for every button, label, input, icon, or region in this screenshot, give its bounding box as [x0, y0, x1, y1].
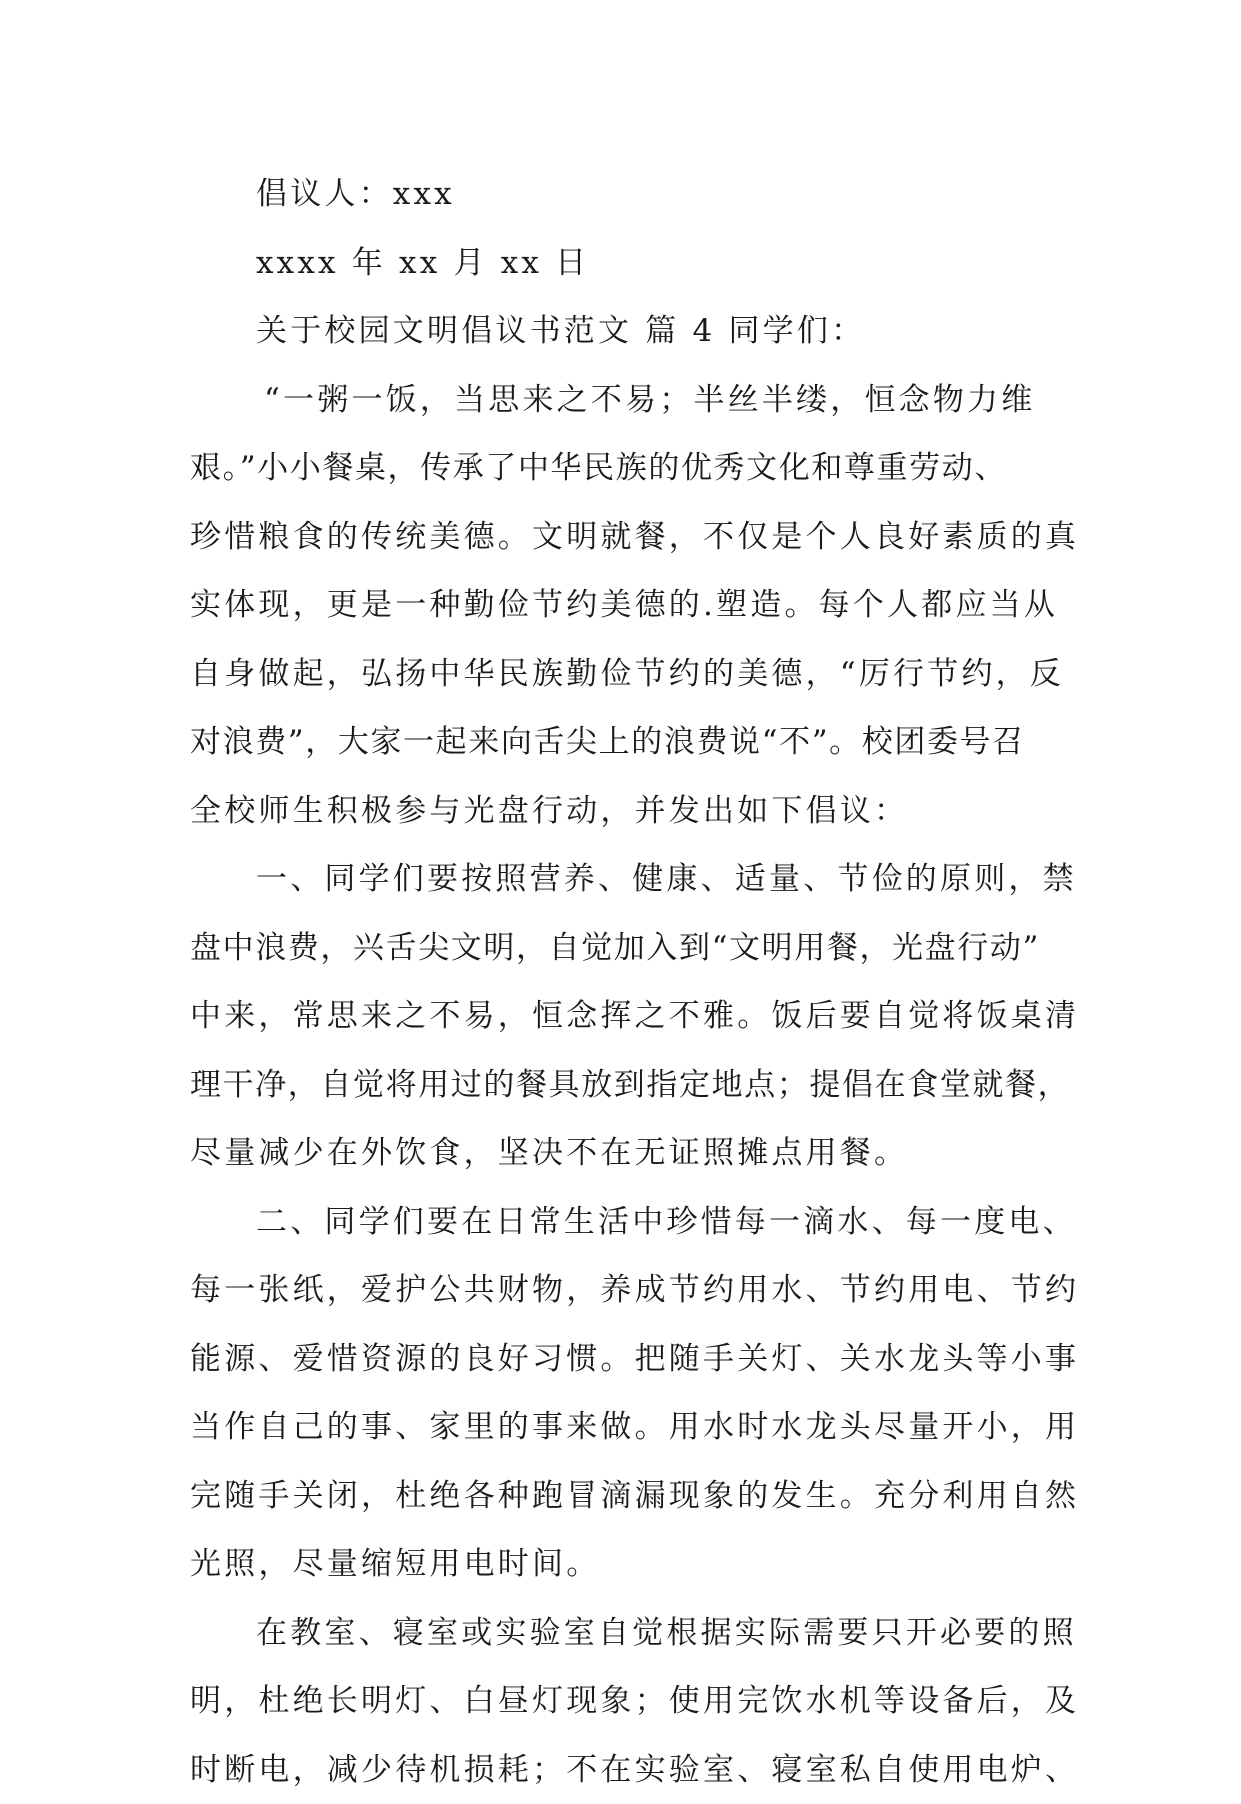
paragraph-line: 每一张纸，爱护公共财物，养成节约用水、节约用电、节约	[190, 1256, 1056, 1325]
paragraph-line: 尽量减少在外饮食，坚决不在无证照摊点用餐。	[190, 1119, 1056, 1188]
paragraph-line: 中来，常思来之不易，恒念挥之不雅。饭后要自觉将饭桌清	[190, 982, 1056, 1051]
date-line: xxxx 年 xx 月 xx 日	[190, 229, 1056, 298]
paragraph-line: 当作自己的事、家里的事来做。用水时水龙头尽量开小，用	[190, 1393, 1056, 1462]
paragraph-line: 自身做起，弘扬中华民族勤俭节约的美德，“厉行节约，反	[190, 640, 1056, 709]
paragraph-line: 明，杜绝长明灯、白昼灯现象；使用完饮水机等设备后，及	[190, 1667, 1056, 1736]
paragraph-line: 艰。”小小餐桌，传承了中华民族的优秀文化和尊重劳动、	[190, 434, 1056, 503]
paragraph-line: 实体现，更是一种勤俭节约美德的.塑造。每个人都应当从	[190, 571, 1056, 640]
section-heading: 关于校园文明倡议书范文 篇 4 同学们：	[190, 297, 1056, 366]
paragraph-line: 光照，尽量缩短用电时间。	[190, 1530, 1056, 1599]
paragraph-line: 理干净，自觉将用过的餐具放到指定地点；提倡在食堂就餐，	[190, 1051, 1056, 1120]
paragraph-line: 一、同学们要按照营养、健康、适量、节俭的原则，禁	[190, 845, 1056, 914]
paragraph-line: 在教室、寝室或实验室自觉根据实际需要只开必要的照	[190, 1599, 1056, 1668]
paragraph-line: “一粥一饭，当思来之不易；半丝半缕，恒念物力维	[190, 366, 1056, 435]
paragraph-line: 全校师生积极参与光盘行动，并发出如下倡议：	[190, 777, 1056, 846]
paragraph-line: 完随手关闭，杜绝各种跑冒滴漏现象的发生。充分利用自然	[190, 1462, 1056, 1531]
paragraph-line: 时断电，减少待机损耗；不在实验室、寝室私自使用电炉、	[190, 1736, 1056, 1804]
paragraph-line: 盘中浪费，兴舌尖文明，自觉加入到“文明用餐，光盘行动”	[190, 914, 1056, 983]
signatory-line: 倡议人：xxx	[190, 160, 1056, 229]
document-body	[190, 160, 1056, 1804]
paragraph-line: 珍惜粮食的传统美德。文明就餐，不仅是个人良好素质的真	[190, 503, 1056, 572]
paragraph-line: 对浪费”，大家一起来向舌尖上的浪费说“不”。校团委号召	[190, 708, 1056, 777]
paragraph-line: 二、同学们要在日常生活中珍惜每一滴水、每一度电、	[190, 1188, 1056, 1257]
paragraph-line: 能源、爱惜资源的良好习惯。把随手关灯、关水龙头等小事	[190, 1325, 1056, 1394]
